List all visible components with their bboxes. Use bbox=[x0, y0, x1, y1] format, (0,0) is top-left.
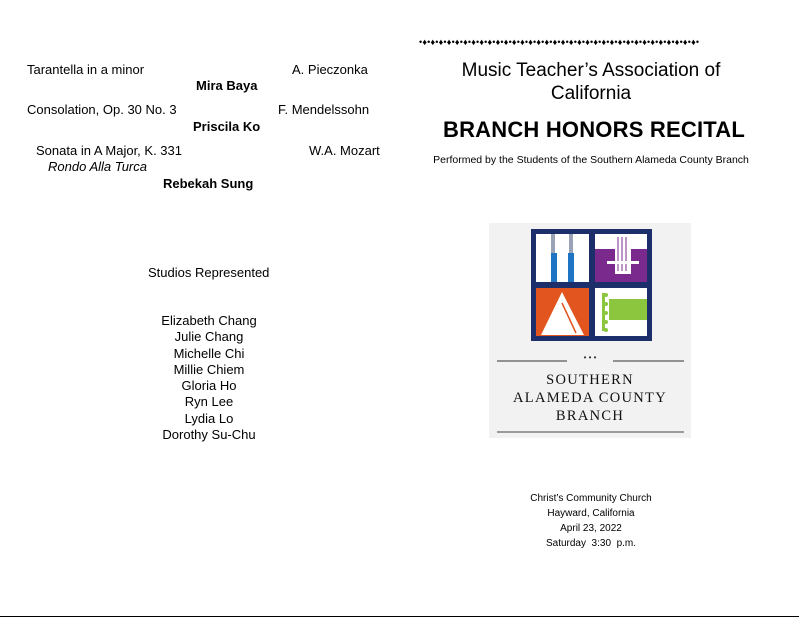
page-bottom-rule bbox=[0, 616, 799, 617]
piece-3-composer: W.A. Mozart bbox=[309, 143, 380, 158]
venue-time: Saturday 3:30 p.m. bbox=[545, 538, 637, 549]
org-name-line1: Music Teacher’s Association of bbox=[461, 60, 721, 81]
studios-heading: Studios Represented bbox=[148, 265, 270, 280]
studios-list bbox=[129, 313, 289, 443]
piece-1-performer: Mira Baya bbox=[196, 78, 258, 93]
logo-text-line3: BRANCH bbox=[555, 408, 625, 424]
studio-teacher: Gloria Ho bbox=[181, 378, 237, 394]
studio-teacher: Ryn Lee bbox=[184, 394, 234, 410]
logo-dots: • • • bbox=[583, 353, 597, 362]
studio-teacher: Lydia Lo bbox=[184, 410, 234, 426]
venue-block bbox=[480, 491, 702, 551]
piece-2-composer: F. Mendelssohn bbox=[278, 102, 370, 117]
venue-date: April 23, 2022 bbox=[560, 523, 622, 534]
branch-logo bbox=[489, 223, 691, 438]
piece-2-title: Consolation, Op. 30 No. 3 bbox=[27, 102, 177, 117]
performed-by: Performed by the Students of the Southern Alameda County Branch bbox=[433, 154, 749, 166]
venue-place: Christ’s Community Church bbox=[530, 493, 652, 504]
studio-teacher: Millie Chiem bbox=[173, 361, 245, 377]
logo-text-line1: SOUTHERN bbox=[546, 372, 634, 388]
piece-3-performer: Rebekah Sung bbox=[163, 176, 254, 191]
logo-text-line2: ALAMEDA COUNTY bbox=[513, 390, 667, 406]
venue-city: Hayward, California bbox=[547, 508, 635, 519]
piece-3-title: Sonata in A Major, K. 331 bbox=[36, 143, 182, 158]
recital-title: BRANCH HONORS RECITAL bbox=[442, 117, 745, 142]
piece-2-performer: Priscila Ko bbox=[193, 119, 261, 134]
studio-teacher: Michelle Chi bbox=[173, 345, 245, 361]
piece-3-movement: Rondo Alla Turca bbox=[48, 159, 147, 174]
studio-teacher: Julie Chang bbox=[174, 329, 244, 345]
studio-teacher: Elizabeth Chang bbox=[161, 313, 257, 328]
piece-1-title: Tarantella in a minor bbox=[27, 62, 145, 77]
studio-teacher: Dorothy Su-Chu bbox=[162, 427, 256, 443]
piece-1-composer: A. Pieczonka bbox=[292, 62, 368, 77]
ornament-border: •♦•♦•♦•♦•♦•♦•♦•♦•♦•♦•♦•♦•♦•♦•♦•♦•♦•♦•♦•♦•♦•♦•♦•♦•♦•♦•♦•♦•♦•♦•♦•♦•♦•♦• bbox=[419, 37, 700, 47]
org-name-line2: California bbox=[550, 83, 632, 104]
